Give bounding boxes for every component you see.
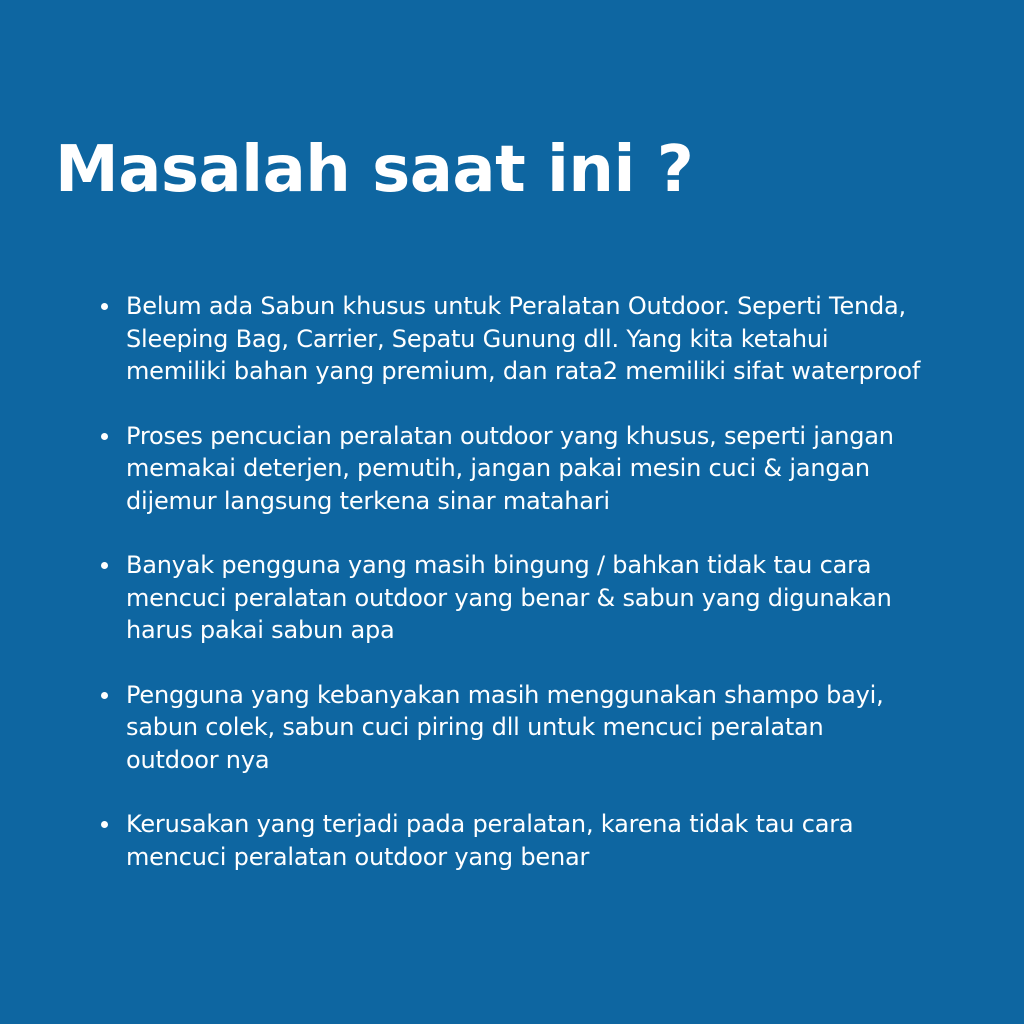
bullet-item-4 [126, 679, 986, 777]
bullet-line: sabun colek, sabun cuci piring dll untuk mencuci peralatan [126, 713, 824, 741]
bullet-line: memakai deterjen, pemutih, jangan pakai mesin cuci & jangan [126, 454, 870, 482]
bullet-item-2 [126, 420, 986, 518]
bullet-line: dijemur langsung terkena sinar matahari [126, 486, 610, 515]
bullet-line: mencuci peralatan outdoor yang benar [126, 842, 590, 871]
bullet-dot-icon [101, 692, 108, 699]
bullet-line: harus pakai sabun apa [126, 616, 395, 644]
bullet-line: outdoor nya [126, 745, 270, 774]
bullet-dot-icon [101, 562, 108, 569]
bullet-line: Sleeping Bag, Carrier, Sepatu Gunung dll. Yang kita ketahui [126, 324, 829, 353]
bullet-item-5 [126, 808, 986, 873]
page-title: Masalah saat ini ? [55, 133, 694, 207]
bullet-line: Kerusakan yang terjadi pada peralatan, karena tidak tau cara [126, 810, 854, 838]
bullet-dot-icon [101, 821, 108, 828]
bullet-line: Banyak pengguna yang masih bingung / bahkan tidak tau cara [126, 551, 872, 579]
bullet-list [126, 290, 986, 873]
bullet-line: mencuci peralatan outdoor yang benar & sabun yang digunakan [126, 583, 892, 612]
bullet-line: Pengguna yang kebanyakan masih menggunakan shampo bayi, [126, 680, 884, 709]
bullet-item-3 [126, 549, 986, 647]
bullet-line: Belum ada Sabun khusus untuk Peralatan Outdoor. Seperti Tenda, [126, 292, 906, 320]
bullet-item-1 [126, 290, 986, 388]
bullet-dot-icon [101, 303, 108, 310]
bullet-line: Proses pencucian peralatan outdoor yang khusus, seperti jangan [126, 421, 894, 450]
bullet-line: memiliki bahan yang premium, dan rata2 memiliki sifat waterproof [126, 357, 921, 385]
bullet-dot-icon [101, 433, 108, 440]
